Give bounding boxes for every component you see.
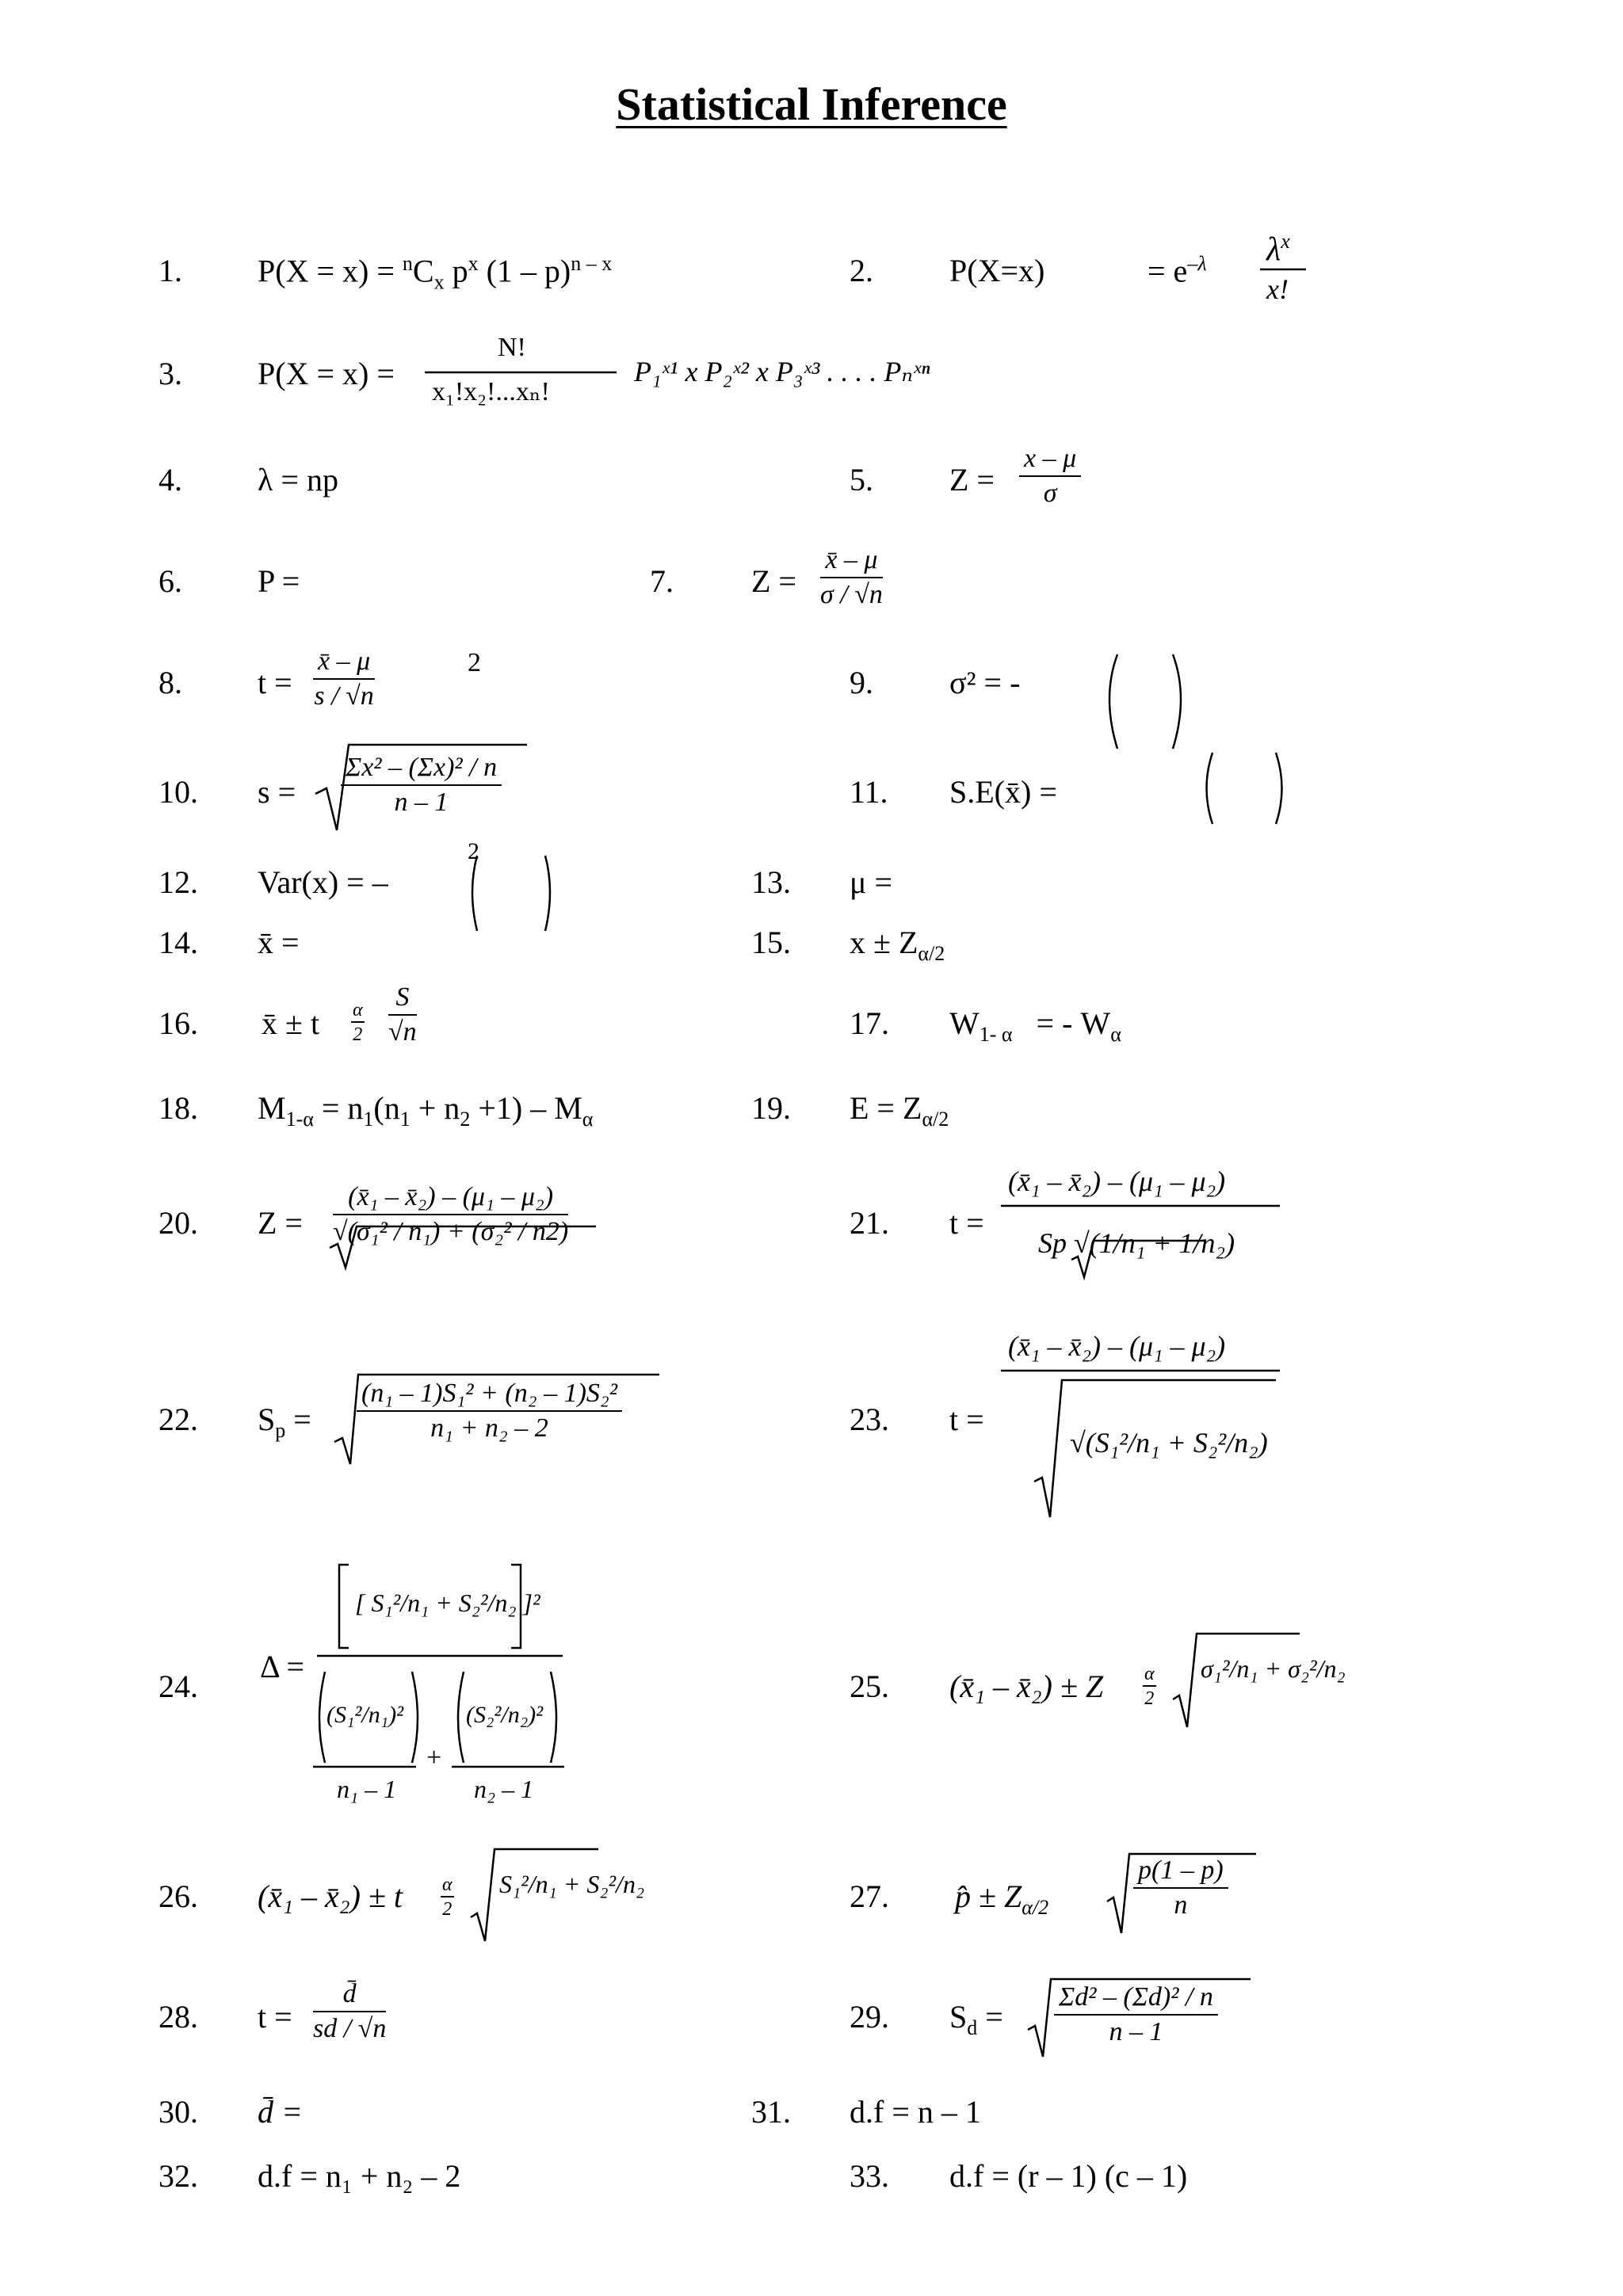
formula-6: P = bbox=[258, 563, 300, 599]
formula-19: $E = Z_{\alpha/2}$ bbox=[850, 1090, 949, 1131]
formula-21-denominator: Sp √(1/n₁ + 1/n₂) bbox=[1038, 1227, 1235, 1259]
item-number-26: 26. bbox=[158, 1878, 198, 1914]
formula-8-stray-superscript: 2 bbox=[468, 648, 481, 677]
formula-29-fraction: $\frac{\text{Σd² – (Σd)² / n}}{n - 1}$ bbox=[1054, 1982, 1218, 2047]
paren-right-12 bbox=[545, 856, 550, 931]
formula-3-lhs: P(X = x) = bbox=[258, 356, 395, 391]
formula-16: x̄ ± t bbox=[262, 1005, 320, 1041]
formula-8-lhs: t = bbox=[258, 665, 292, 700]
item-number-31: 31. bbox=[751, 2094, 791, 2130]
item-number-21: 21. bbox=[850, 1205, 889, 1241]
formula-33: d.f = (r – 1) (c – 1) bbox=[949, 2158, 1188, 2194]
item-number-2: 2. bbox=[850, 253, 873, 288]
bracket-left-24 bbox=[339, 1565, 349, 1648]
paren-left-24a bbox=[319, 1672, 325, 1763]
item-number-18: 18. bbox=[158, 1090, 198, 1126]
paren-left-9 bbox=[1109, 654, 1117, 749]
formula-18: $M_{1-\alpha} = n_1(n_1 + n_2 +1) - M_\alpha$ bbox=[258, 1090, 594, 1131]
formula-25-subscript: $\frac{\alpha}{2}$ bbox=[1144, 1664, 1155, 1709]
formula-7-fraction: $\frac{x̄ - \mu}{\sigma / √n}$ bbox=[820, 545, 883, 609]
item-number-30: 30. bbox=[158, 2094, 198, 2130]
formula-3-products: P₁ˣ¹ x P₂ˣ² x P₃ˣ³ . . . . Pₙˣⁿ bbox=[634, 356, 930, 387]
formula-32: d.f = n₁ + n₂ – 2 bbox=[258, 2158, 461, 2194]
formula-20-fraction: $\frac{\text{(x̄₁ – x̄₂) – (μ₁ – μ₂)}}{\text{√(σ₁² / n₁) + (σ₂² / n2)}}$ bbox=[333, 1182, 569, 1246]
formula-11: S.E(x̄) = bbox=[949, 774, 1057, 810]
formula-22-lhs: $S_p$ = bbox=[258, 1402, 311, 1442]
item-number-10: 10. bbox=[158, 774, 198, 810]
formula-30: d̄ = bbox=[258, 2094, 303, 2130]
item-number-6: 6. bbox=[158, 563, 182, 599]
formula-3-denominator: x₁!x₂!...xₙ! bbox=[432, 377, 550, 406]
formula-21-numerator: (x̄₁ – x̄₂) – (μ₁ – μ₂) bbox=[1008, 1165, 1226, 1197]
item-number-16: 16. bbox=[158, 1005, 198, 1041]
item-number-15: 15. bbox=[751, 925, 791, 960]
formula-23-lhs: t = bbox=[949, 1402, 984, 1437]
formula-27-fraction: $\frac{p(1 - p)}{n}$ bbox=[1133, 1855, 1228, 1920]
formula-23-numerator: (x̄₁ – x̄₂) – (μ₁ – μ₂) bbox=[1008, 1330, 1226, 1362]
formula-16-fraction: $\frac{S}{√n}$ bbox=[388, 982, 417, 1047]
formula-24-numerator: [ S₁²/n₁ + S₂²/n₂ ]² bbox=[355, 1589, 540, 1617]
item-number-1: 1. bbox=[158, 253, 182, 288]
formula-25: (x̄₁ – x̄₂) ± Z bbox=[949, 1669, 1104, 1704]
item-number-27: 27. bbox=[850, 1878, 889, 1914]
item-number-33: 33. bbox=[850, 2158, 889, 2194]
paren-right-24a bbox=[412, 1672, 418, 1763]
formula-29-lhs: $S_d$ = bbox=[949, 1999, 1003, 2039]
item-number-20: 20. bbox=[158, 1205, 198, 1241]
paren-right-9 bbox=[1173, 654, 1181, 749]
formula-2-numerator: $\lambda^x$ bbox=[1266, 230, 1290, 268]
item-number-19: 19. bbox=[751, 1090, 791, 1126]
formula-22-fraction: $\frac{\text{(n₁ – 1)S₁² + (n₂ – 1)S₂²}}{\text{n₁ + n₂ – 2}}$ bbox=[357, 1379, 622, 1444]
formula-1: $P(X = x) = ^nC_x$ $p^x$ (1 – p)$^{n - x}$ bbox=[258, 252, 613, 294]
item-number-7: 7. bbox=[650, 563, 674, 599]
formula-9: σ² = - bbox=[949, 665, 1021, 700]
paren-left-11 bbox=[1207, 753, 1213, 824]
formula-28-lhs: t = bbox=[258, 1999, 292, 2035]
formula-8-fraction: $\frac{x̄ - \mu}{s / √n}$ bbox=[314, 646, 374, 711]
item-number-17: 17. bbox=[850, 1005, 889, 1041]
formula-2-denominator: x! bbox=[1266, 273, 1289, 305]
formula-17: $W_{1- \alpha}$ = - $W_\alpha$ bbox=[949, 1005, 1121, 1046]
formula-13: μ = bbox=[850, 864, 893, 900]
formula-4: λ = np bbox=[258, 462, 338, 498]
paren-right-11 bbox=[1276, 753, 1282, 824]
formula-15: $x \pm Z_{\alpha/2}$ bbox=[850, 925, 945, 965]
formula-26: (x̄₁ – x̄₂) ± t bbox=[258, 1878, 403, 1914]
item-number-8: 8. bbox=[158, 665, 182, 700]
formula-10-fraction: $\frac{\text{Σx² – (Σx)² / n}}{n - 1}$ bbox=[341, 753, 502, 818]
formula-24-plus: + bbox=[426, 1743, 442, 1772]
formula-21-lhs: t = bbox=[949, 1205, 984, 1241]
paren-left-12 bbox=[472, 856, 477, 931]
item-number-32: 32. bbox=[158, 2158, 198, 2194]
formula-10-lhs: s = bbox=[258, 774, 296, 810]
formula-24-lhs: Δ = bbox=[260, 1649, 305, 1684]
item-number-12: 12. bbox=[158, 864, 198, 900]
item-number-28: 28. bbox=[158, 1999, 198, 2035]
item-number-13: 13. bbox=[751, 864, 791, 900]
item-number-23: 23. bbox=[850, 1402, 889, 1437]
item-number-3: 3. bbox=[158, 356, 182, 391]
paren-left-24b bbox=[458, 1672, 464, 1763]
formula-26-radicand: S₁²/n₁ + S₂²/n₂ bbox=[499, 1870, 645, 1898]
formula-20-lhs: Z = bbox=[258, 1205, 303, 1241]
formula-5-lhs: Z = bbox=[949, 462, 995, 498]
page-title: Statistical Inference bbox=[616, 78, 1007, 130]
item-number-25: 25. bbox=[850, 1669, 889, 1704]
formula-24-den-a-lower: n₁ – 1 bbox=[337, 1775, 397, 1803]
formula-12-superscript: 2 bbox=[468, 838, 479, 864]
formula-2-lhs: P(X=x) bbox=[949, 253, 1045, 288]
formula-24-den-b-lower: n₂ – 1 bbox=[474, 1775, 534, 1803]
item-number-9: 9. bbox=[850, 665, 873, 700]
formula-14: x̄ = bbox=[258, 925, 300, 960]
formula-31: d.f = n – 1 bbox=[850, 2094, 981, 2130]
item-number-5: 5. bbox=[850, 462, 873, 498]
formula-25-radicand: σ₁²/n₁ + σ₂²/n₂ bbox=[1201, 1654, 1346, 1683]
formula-12: Var(x) = – bbox=[258, 864, 388, 900]
item-number-11: 11. bbox=[850, 774, 888, 810]
formula-23-denominator: √(S₁²/n₁ + S₂²/n₂) bbox=[1070, 1427, 1268, 1459]
formula-28-fraction: $\frac{d̄}{sd / √n}$ bbox=[313, 1979, 387, 2043]
formula-24-den-b: (S₂²/n₂)² bbox=[466, 1702, 544, 1728]
formula-2-rhs: = $e^{-\lambda}$ bbox=[1148, 252, 1207, 289]
formula-7-lhs: Z = bbox=[751, 563, 796, 599]
item-number-4: 4. bbox=[158, 462, 182, 498]
paren-right-24b bbox=[551, 1672, 556, 1763]
item-number-22: 22. bbox=[158, 1402, 198, 1437]
item-number-24: 24. bbox=[158, 1669, 198, 1704]
formula-5-fraction: $\frac{x - \mu}{\sigma}$ bbox=[1019, 444, 1081, 509]
formula-26-subscript: $\frac{\alpha}{2}$ bbox=[442, 1875, 453, 1920]
formula-27: p̂ ± $Z_{\alpha/2}$ bbox=[955, 1878, 1049, 1919]
formula-16-subscript: $\frac{\alpha}{2}$ bbox=[353, 1000, 363, 1045]
item-number-14: 14. bbox=[158, 925, 198, 960]
formula-3-numerator: N! bbox=[498, 333, 526, 362]
item-number-29: 29. bbox=[850, 1999, 889, 2035]
formula-24-den-a: (S₁²/n₁)² bbox=[327, 1702, 404, 1728]
